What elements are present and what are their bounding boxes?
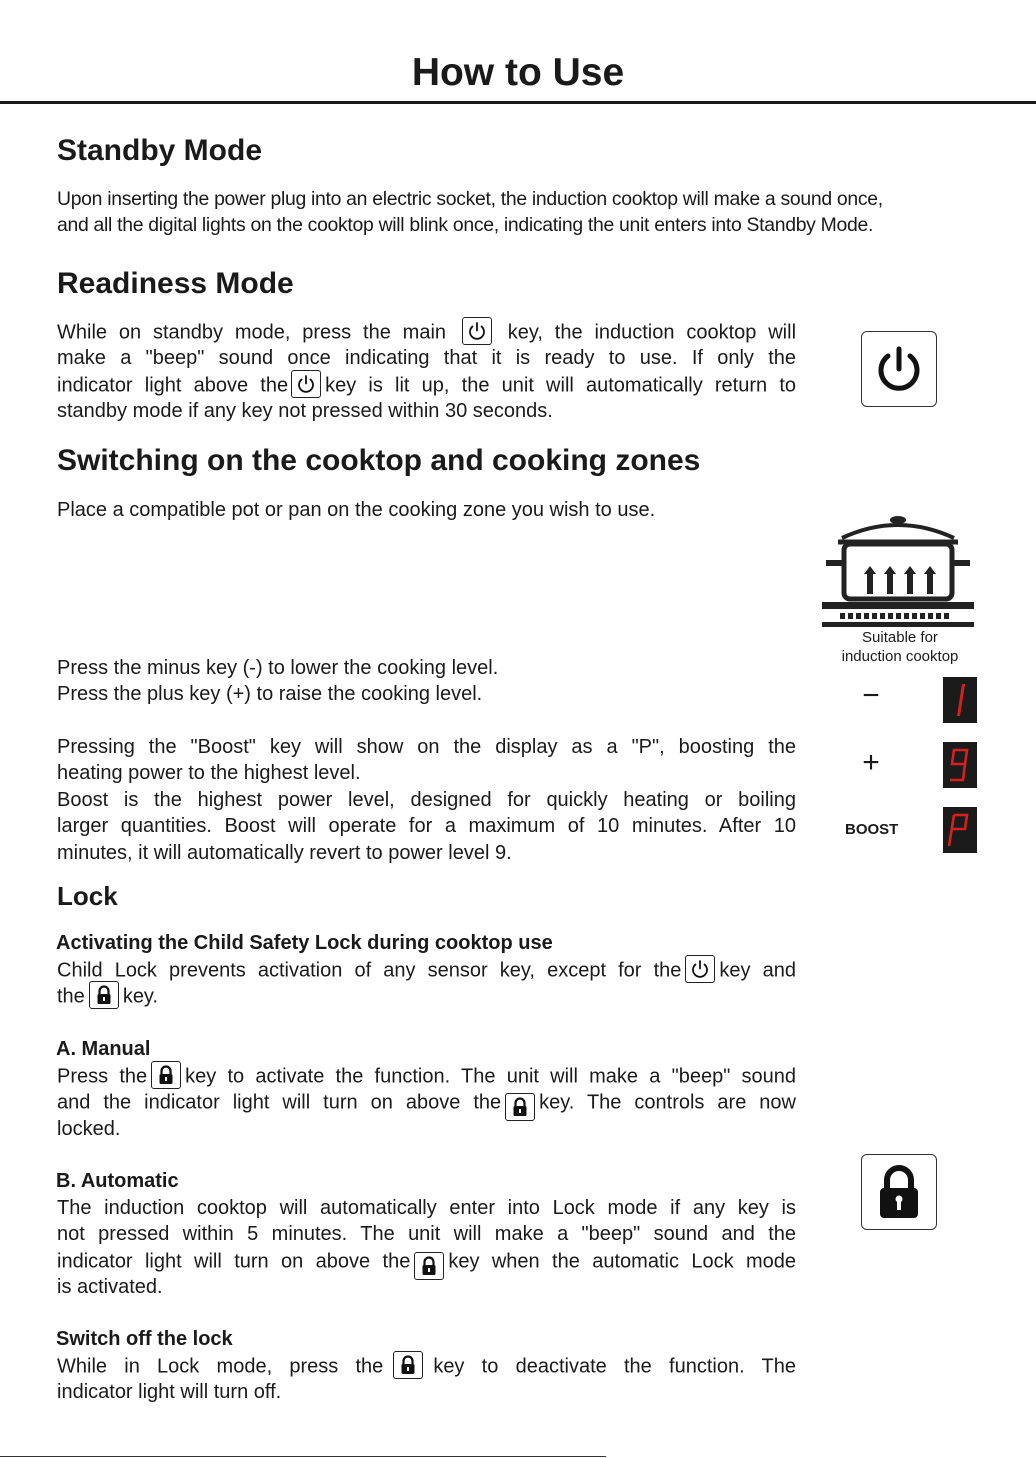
manual-text [57,1063,796,1142]
display-level-1 [943,677,977,723]
lock-button-illustration [861,1154,937,1230]
standby-line-2: and all the digital lights on the cooktop will blink once, indicating the unit enters into Standby Mode. [57,214,874,237]
switching-heading: Switching on the cooktop and cooking zones [57,444,701,477]
switching-place-text: Place a compatible pot or pan on the cooking zone you wish to use. [57,499,656,521]
manual-line-3: locked. [57,1117,121,1140]
lock-heading: Lock [57,881,118,911]
automatic-line-4: is activated. [57,1276,163,1299]
automatic-line-3: indicator light will turn on above the key when the automatic Lock mode [57,1248,796,1274]
standby-heading: Standby Mode [57,134,263,167]
manual-line-1: Press the key to activate the function. The unit will make a "beep" sound [57,1063,796,1089]
automatic-line-1: The induction cooktop will automatically enter into Lock mode if any key is [57,1197,796,1219]
lock-key-icon [505,1093,535,1121]
display-level-9 [943,742,977,788]
readiness-line-4: standby mode if any key not pressed within 30 seconds. [57,400,553,423]
switch-off-text [57,1353,796,1406]
boost-line-4: larger quantities. Boost will operate for a maximum of 10 minutes. After 10 [57,815,796,838]
switch-off-line-1: While in Lock mode, press the key to deactivate the function. The [57,1353,796,1379]
readiness-line-2: make a "beep" sound once indicating that it is ready to use. If only the [57,347,796,370]
child-lock-heading: Activating the Child Safety Lock during cooktop use [56,932,553,954]
switch-off-line-2: indicator light will turn off. [57,1381,282,1404]
page-title: How to Use [411,51,625,94]
standby-text [57,186,883,239]
child-lock-text [57,957,796,1011]
boost-line-1: Pressing the "Boost" key will show on the display as a "P", boosting the [57,736,796,758]
boost-line-2: heating power to the highest level. [57,762,361,785]
plus-key-icon: + [862,746,880,779]
automatic-text [57,1195,796,1301]
switch-off-heading: Switch off the lock [56,1328,233,1350]
readiness-line-3: indicator light above the key is lit up, the unit will automatically return to [57,372,796,398]
footer-divider [0,1456,606,1457]
pot-on-cooktop-icon [820,512,980,630]
readiness-heading: Readiness Mode [57,267,294,300]
child-lock-line-1: Child Lock prevents activation of any sensor key, except for the key and [57,957,796,983]
readiness-text [57,319,796,425]
minus-key-icon: − [862,679,880,712]
title-divider [0,101,1036,104]
lock-key-icon [151,1061,181,1089]
automatic-heading: B. Automatic [56,1170,179,1192]
lock-key-icon [414,1252,444,1280]
lock-icon [862,1155,936,1229]
boost-text [57,734,796,866]
power-key-icon [462,317,492,345]
lock-key-icon [393,1351,423,1379]
pot-caption: Suitable for induction cooktop [841,629,959,665]
child-lock-line-2: the key. [57,983,796,1011]
automatic-line-2: not pressed within 5 minutes. The unit will make a "beep" sound and the [57,1223,796,1246]
manual-line-2: and the indicator light will turn on above the key. The controls are now [57,1089,796,1115]
power-key-icon [685,955,715,983]
standby-line-1: Upon inserting the power plug into an electric socket, the induction cooktop will make a sound once, [57,188,883,210]
minus-plus-text [57,655,498,708]
power-icon [862,332,936,406]
readiness-line-1: While on standby mode, press the main key, the induction cooktop will [57,319,796,345]
boost-key-label: BOOST [845,821,899,838]
plus-key-text: Press the plus key (+) to raise the cooking level. [57,683,483,706]
power-key-icon [291,370,321,398]
power-button-illustration [861,331,937,407]
manual-heading: A. Manual [56,1038,151,1060]
minus-key-text: Press the minus key (-) to lower the cooking level. [57,657,499,679]
boost-line-5: minutes, it will automatically revert to power level 9. [57,841,512,864]
display-boost-p [943,807,977,853]
boost-line-3: Boost is the highest power level, designed for quickly heating or boiling [57,788,796,811]
lock-key-icon [89,981,119,1009]
